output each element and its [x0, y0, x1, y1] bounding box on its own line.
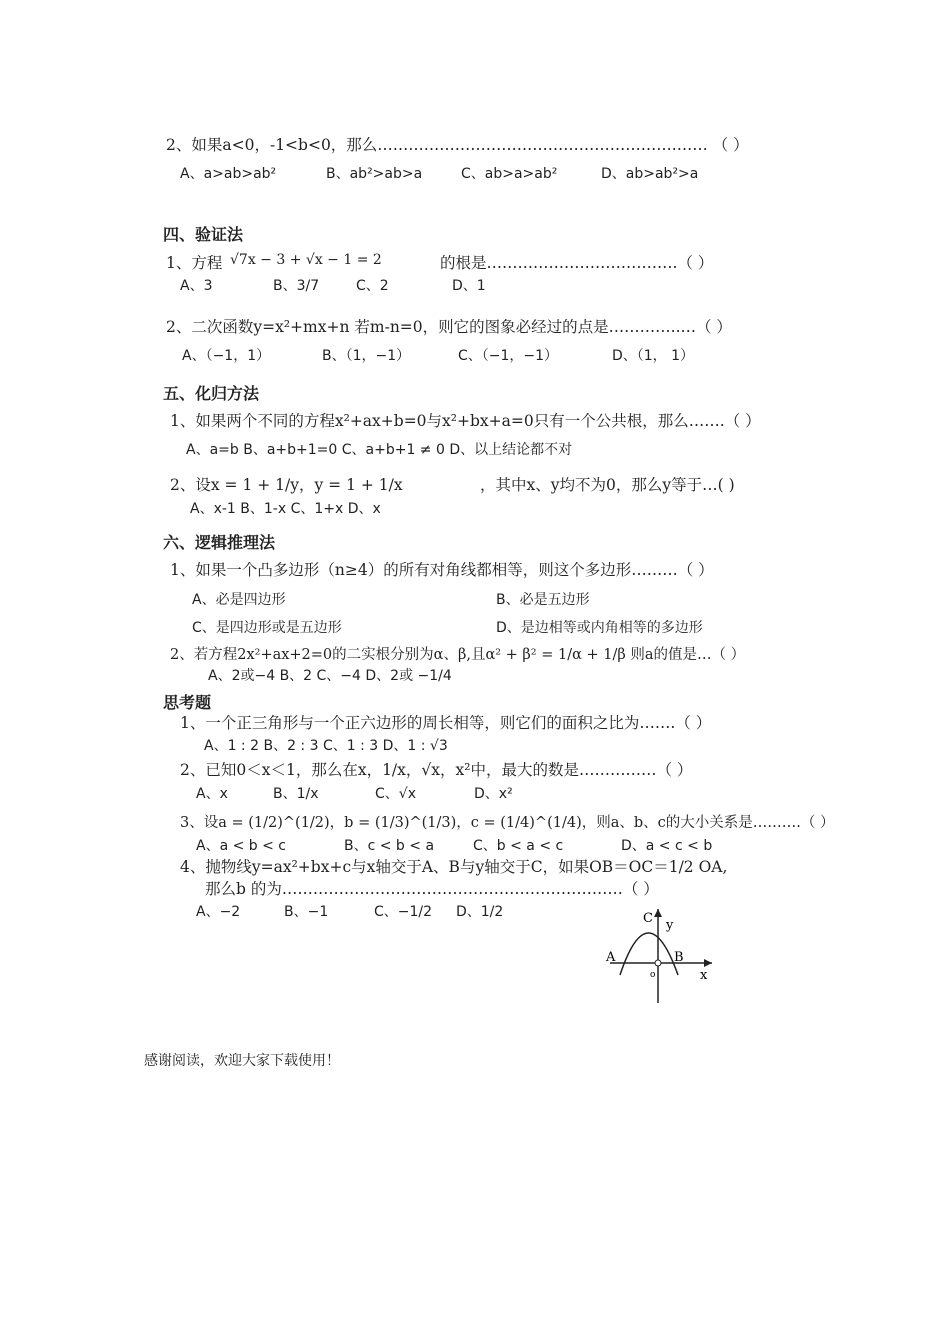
- think-q2-opt-a: A、x: [196, 786, 228, 802]
- sec4-q2-stem: 2、二次函数y=x²+mx+n 若m-n=0，则它的图象必经过的点是…………..…（ ）: [166, 318, 732, 336]
- sec6-q1-opt-b: B、必是五边形: [496, 592, 590, 608]
- sec4-q2-opt-b: B、（1，−1）: [322, 348, 411, 364]
- sec4-q1-opt-b: B、3/7: [273, 278, 320, 294]
- q2-ineq-stem: 2、如果a<0，-1<b<0，那么………………………………………………….…… （ ）: [166, 136, 749, 154]
- x-axis-arrow-icon: [704, 959, 712, 967]
- sec6-q1-opt-d: D、是边相等或内角相等的多边形: [496, 620, 703, 636]
- think-q3-opt-d: D、a < c < b: [621, 838, 713, 854]
- label-o: o: [650, 970, 656, 980]
- think-q3-stem: 3、设a = (1/2)^(1/2)，b = (1/3)^(1/3)，c = (1/4)^(1/4)，则a、b、c的大小关系是……….（ ）: [180, 815, 835, 831]
- think-q4-opt-c: C、−1/2: [374, 904, 433, 920]
- q2-ineq-opt-c: C、ab>a>ab²: [461, 166, 558, 182]
- think-q2-stem: 2、已知0＜x＜1，那么在x，1/x，√x，x²中，最大的数是……………（ ）: [180, 761, 693, 779]
- q2-ineq-opt-d: D、ab>ab²>a: [601, 166, 699, 182]
- think-q4-stem2: 那么b 的为…………………………………………………………（ ）: [205, 880, 659, 898]
- sec6-q1-opt-c: C、是四边形或是五边形: [192, 620, 342, 636]
- sec5-q2-opts: A、x-1 B、1-x C、1+x D、x: [190, 501, 381, 517]
- label-y: y: [666, 918, 674, 933]
- think-q4-stem: 4、抛物线y=ax²+bx+c与x轴交于A、B与y轴交于C，如果OB＝OC＝1/2 OA,: [180, 858, 728, 876]
- sec4-q1-opt-c: C、2: [356, 278, 389, 294]
- think-q4-opt-a: A、−2: [196, 904, 241, 920]
- parabola-graph: [600, 905, 720, 1005]
- think-q2-opt-c: C、√x: [375, 786, 416, 802]
- sec4-q1-opt-d: D、1: [452, 278, 486, 294]
- label-a: A: [606, 950, 616, 965]
- parabola-curve: [620, 933, 678, 975]
- sec5-q1-opts: A、a=b B、a+b+1=0 C、a+b+1 ≠ 0 D、以上结论都不对: [186, 442, 573, 458]
- q2-ineq-opt-a: A、a>ab>ab²: [180, 166, 277, 182]
- sec4-q1-suffix: 的根是……………………………….（ ）: [440, 254, 714, 272]
- section-title-4: 四、验证法: [163, 225, 244, 244]
- label-b: B: [674, 950, 684, 965]
- sec5-q1-stem: 1、如果两个不同的方程x²+ax+b=0与x²+bx+a=0只有一个公共根，那么…….（ ）: [170, 412, 761, 430]
- sec4-q2-opt-c: C、（−1，−1）: [458, 348, 559, 364]
- label-x: x: [700, 968, 708, 983]
- section-title-think: 思考题: [163, 693, 212, 712]
- sec6-q2-stem: 2、若方程2x²+ax+2=0的二实根分别为α、β,且α² + β² = 1/α + 1/β 则a的值是…（ ）: [170, 647, 746, 663]
- sec4-q2-opt-a: A、（−1，1）: [182, 348, 271, 364]
- section-title-6: 六、逻辑推理法: [163, 533, 276, 552]
- sec6-q1-opt-a: A、必是四边形: [192, 592, 286, 608]
- y-axis-arrow-icon: [654, 909, 662, 917]
- q2-ineq-opt-b: B、ab²>ab>a: [326, 166, 423, 182]
- sec5-q2-prefix: 2、设x = 1 + 1/y，y = 1 + 1/x: [170, 476, 403, 494]
- section-title-5: 五、化归方法: [163, 384, 260, 403]
- sec4-q1-equation: √7x − 3 + √x − 1 = 2: [230, 252, 382, 268]
- label-c: C: [643, 911, 653, 926]
- footer-text: 感谢阅读，欢迎大家下载使用！: [144, 1053, 340, 1069]
- think-q1-opts: A、1 : 2 B、2 : 3 C、1 : 3 D、1 : √3: [204, 738, 448, 754]
- sec4-q1-opt-a: A、3: [180, 278, 213, 294]
- think-q3-opt-a: A、a < b < c: [196, 838, 287, 854]
- think-q1-stem: 1、一个正三角形与一个正六边形的周长相等，则它们的面积之比为…….（ ）: [180, 714, 712, 732]
- sec4-q1-prefix: 1、方程: [166, 254, 223, 272]
- sec5-q2-suffix: ，其中x、y均不为0，那么y等于…( ): [480, 476, 735, 494]
- sec6-q2-opts: A、2或−4 B、2 C、−4 D、2或 −1/4: [208, 668, 452, 684]
- sec6-q1-stem: 1、如果一个凸多边形（n≥4）的所有对角线都相等，则这个多边形………（ ）: [170, 561, 714, 579]
- think-q2-opt-b: B、1/x: [273, 786, 319, 802]
- sec4-q2-opt-d: D、（1， 1）: [612, 348, 695, 364]
- think-q4-opt-d: D、1/2: [456, 904, 504, 920]
- origin-point: [655, 960, 661, 966]
- think-q4-opt-b: B、−1: [284, 904, 329, 920]
- think-q3-opt-c: C、b < a < c: [473, 838, 564, 854]
- think-q3-opt-b: B、c < b < a: [344, 838, 435, 854]
- think-q2-opt-d: D、x²: [474, 786, 513, 802]
